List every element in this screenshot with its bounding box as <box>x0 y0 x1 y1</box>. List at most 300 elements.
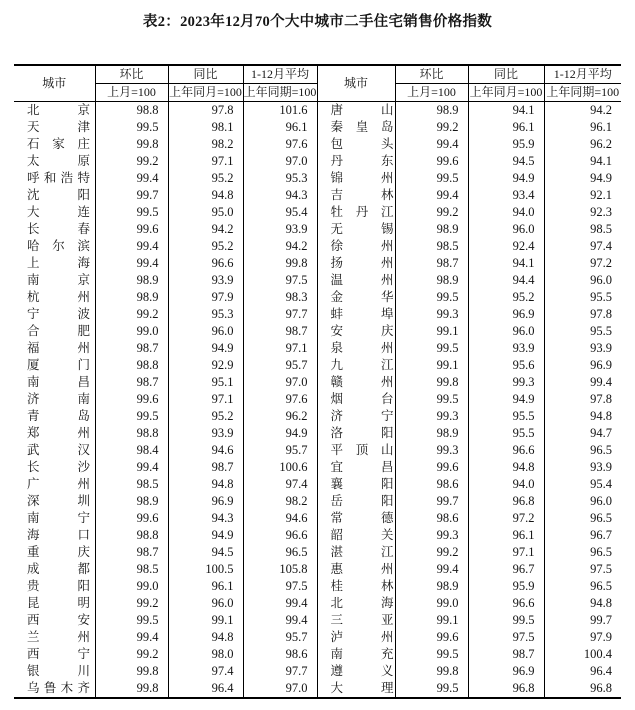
avg-value: 96.2 <box>544 136 621 153</box>
mom-value: 98.9 <box>395 102 468 120</box>
avg-value: 97.6 <box>243 391 317 408</box>
city-cell-right <box>317 544 395 561</box>
header-city-right: 城市 <box>317 65 395 102</box>
avg-value: 94.8 <box>544 595 621 612</box>
avg-value: 97.1 <box>243 340 317 357</box>
city-name: 岳阳 <box>330 494 394 508</box>
yoy-value: 96.6 <box>468 595 544 612</box>
avg-value: 96.6 <box>243 527 317 544</box>
city-name: 广州 <box>27 477 90 491</box>
yoy-value: 100.5 <box>168 561 243 578</box>
city-cell-left <box>14 136 95 153</box>
yoy-value: 95.0 <box>168 204 243 221</box>
city-cell-left <box>14 374 95 391</box>
yoy-value: 94.9 <box>468 391 544 408</box>
table-row <box>14 119 621 136</box>
table-row <box>14 204 621 221</box>
city-cell-left <box>14 272 95 289</box>
city-name: 九江 <box>330 358 394 372</box>
yoy-value: 97.8 <box>168 102 243 120</box>
avg-value: 96.9 <box>544 357 621 374</box>
city-cell-left <box>14 306 95 323</box>
avg-value: 96.0 <box>544 272 621 289</box>
mom-value: 99.2 <box>95 306 168 323</box>
city-cell-right <box>317 663 395 680</box>
city-name: 北海 <box>330 596 394 610</box>
yoy-value: 92.4 <box>468 238 544 255</box>
yoy-value: 95.2 <box>168 170 243 187</box>
yoy-value: 96.0 <box>468 221 544 238</box>
mom-value: 99.1 <box>395 323 468 340</box>
city-name: 吉林 <box>330 188 394 202</box>
yoy-value: 96.6 <box>468 442 544 459</box>
city-cell-left <box>14 221 95 238</box>
avg-value: 97.7 <box>243 663 317 680</box>
yoy-value: 97.2 <box>468 510 544 527</box>
city-name: 唐山 <box>330 103 394 117</box>
city-name: 南充 <box>330 647 394 661</box>
yoy-value: 94.4 <box>468 272 544 289</box>
mom-value: 99.5 <box>395 680 468 698</box>
yoy-value: 97.9 <box>168 289 243 306</box>
city-cell-right <box>317 153 395 170</box>
yoy-value: 94.2 <box>168 221 243 238</box>
city-cell-right <box>317 493 395 510</box>
city-name: 成都 <box>27 562 90 576</box>
city-name: 包头 <box>330 137 394 151</box>
header-avg-right: 1-12月平均 <box>544 65 621 84</box>
yoy-value: 94.9 <box>468 170 544 187</box>
avg-value: 98.2 <box>243 493 317 510</box>
mom-value: 98.9 <box>95 493 168 510</box>
yoy-value: 93.9 <box>168 425 243 442</box>
city-cell-right <box>317 221 395 238</box>
mom-value: 98.5 <box>95 476 168 493</box>
avg-value: 93.9 <box>544 340 621 357</box>
yoy-value: 96.4 <box>168 680 243 698</box>
city-cell-right <box>317 374 395 391</box>
city-cell-right <box>317 391 395 408</box>
avg-value: 92.3 <box>544 204 621 221</box>
header-avg-base-right: 上年同期=100 <box>544 84 621 102</box>
city-name: 南宁 <box>27 511 90 525</box>
avg-value: 99.4 <box>544 374 621 391</box>
city-cell-left <box>14 187 95 204</box>
avg-value: 94.8 <box>544 408 621 425</box>
mom-value: 99.2 <box>395 204 468 221</box>
city-name: 常德 <box>330 511 394 525</box>
avg-value: 99.8 <box>243 255 317 272</box>
table-row <box>14 425 621 442</box>
mom-value: 98.7 <box>95 374 168 391</box>
city-cell-left <box>14 255 95 272</box>
city-name: 无锡 <box>330 222 394 236</box>
mom-value: 98.9 <box>395 272 468 289</box>
yoy-value: 97.1 <box>168 391 243 408</box>
avg-value: 96.5 <box>544 510 621 527</box>
avg-value: 94.3 <box>243 187 317 204</box>
table-row <box>14 544 621 561</box>
city-cell-right <box>317 476 395 493</box>
city-name: 海口 <box>27 528 90 542</box>
city-name: 厦门 <box>27 358 90 372</box>
avg-value: 94.2 <box>544 102 621 120</box>
avg-value: 96.5 <box>544 442 621 459</box>
avg-value: 94.2 <box>243 238 317 255</box>
avg-value: 99.7 <box>544 612 621 629</box>
mom-value: 99.4 <box>95 170 168 187</box>
city-cell-left <box>14 238 95 255</box>
mom-value: 99.4 <box>95 238 168 255</box>
table-row <box>14 323 621 340</box>
mom-value: 99.5 <box>95 612 168 629</box>
yoy-value: 95.1 <box>168 374 243 391</box>
mom-value: 99.6 <box>395 153 468 170</box>
mom-value: 98.9 <box>95 272 168 289</box>
avg-value: 95.5 <box>544 289 621 306</box>
city-name: 济宁 <box>330 409 394 423</box>
yoy-value: 98.7 <box>468 646 544 663</box>
city-cell-right <box>317 357 395 374</box>
mom-value: 99.4 <box>95 255 168 272</box>
table-row <box>14 374 621 391</box>
mom-value: 99.5 <box>395 391 468 408</box>
city-name: 宁波 <box>27 307 90 321</box>
avg-value: 98.6 <box>243 646 317 663</box>
avg-value: 98.3 <box>243 289 317 306</box>
mom-value: 99.6 <box>95 391 168 408</box>
city-cell-right <box>317 272 395 289</box>
city-cell-left <box>14 646 95 663</box>
city-name: 重庆 <box>27 545 90 559</box>
avg-value: 93.9 <box>243 221 317 238</box>
city-cell-right <box>317 527 395 544</box>
header-yoy-left: 同比 <box>168 65 243 84</box>
avg-value: 96.5 <box>544 544 621 561</box>
city-cell-right <box>317 102 395 120</box>
city-cell-left <box>14 544 95 561</box>
yoy-value: 95.3 <box>168 306 243 323</box>
mom-value: 98.9 <box>95 289 168 306</box>
yoy-value: 94.8 <box>168 476 243 493</box>
city-name: 牡丹江 <box>330 205 394 219</box>
city-name: 烟台 <box>330 392 394 406</box>
city-name: 长春 <box>27 222 90 236</box>
table-row <box>14 170 621 187</box>
city-cell-right <box>317 425 395 442</box>
city-name: 天津 <box>27 120 90 134</box>
table-row <box>14 680 621 698</box>
yoy-value: 98.2 <box>168 136 243 153</box>
avg-value: 97.7 <box>243 306 317 323</box>
city-cell-right <box>317 204 395 221</box>
city-name: 泉州 <box>330 341 394 355</box>
mom-value: 99.7 <box>395 493 468 510</box>
avg-value: 96.5 <box>544 578 621 595</box>
city-cell-left <box>14 340 95 357</box>
table-row <box>14 663 621 680</box>
page-title: 表2：2023年12月70个大中城市二手住宅销售价格指数 <box>142 14 493 30</box>
avg-value: 94.7 <box>544 425 621 442</box>
avg-value: 94.1 <box>544 153 621 170</box>
yoy-value: 98.0 <box>168 646 243 663</box>
yoy-value: 95.5 <box>468 408 544 425</box>
table-row <box>14 238 621 255</box>
avg-value: 97.4 <box>243 476 317 493</box>
city-cell-left <box>14 459 95 476</box>
mom-value: 99.2 <box>95 153 168 170</box>
yoy-value: 96.9 <box>468 663 544 680</box>
mom-value: 98.9 <box>395 425 468 442</box>
avg-value: 96.8 <box>544 680 621 698</box>
table-row <box>14 595 621 612</box>
city-cell-right <box>317 595 395 612</box>
avg-value: 99.4 <box>243 612 317 629</box>
city-name: 郑州 <box>27 426 90 440</box>
avg-value: 98.5 <box>544 221 621 238</box>
city-name: 襄阳 <box>330 477 394 491</box>
table-row <box>14 476 621 493</box>
city-cell-left <box>14 493 95 510</box>
city-cell-left <box>14 595 95 612</box>
city-cell-left <box>14 425 95 442</box>
city-cell-left <box>14 119 95 136</box>
city-cell-left <box>14 153 95 170</box>
mom-value: 99.4 <box>395 187 468 204</box>
mom-value: 98.5 <box>395 238 468 255</box>
city-name: 呼和浩特 <box>27 171 90 185</box>
city-name: 哈尔滨 <box>27 239 90 253</box>
mom-value: 99.2 <box>95 595 168 612</box>
city-cell-left <box>14 289 95 306</box>
header-mom-base-left: 上月=100 <box>95 84 168 102</box>
yoy-value: 95.2 <box>168 238 243 255</box>
yoy-value: 98.7 <box>168 459 243 476</box>
city-name: 银川 <box>27 664 90 678</box>
avg-value: 96.1 <box>243 119 317 136</box>
mom-value: 99.1 <box>395 612 468 629</box>
avg-value: 93.9 <box>544 459 621 476</box>
city-cell-right <box>317 629 395 646</box>
mom-value: 99.5 <box>95 408 168 425</box>
table-row <box>14 510 621 527</box>
yoy-value: 92.9 <box>168 357 243 374</box>
table-row <box>14 561 621 578</box>
city-name: 西安 <box>27 613 90 627</box>
city-cell-right <box>317 255 395 272</box>
city-name: 南昌 <box>27 375 90 389</box>
yoy-value: 93.9 <box>468 340 544 357</box>
city-cell-right <box>317 561 395 578</box>
table-row <box>14 102 621 120</box>
yoy-value: 97.1 <box>168 153 243 170</box>
table-row <box>14 442 621 459</box>
city-cell-left <box>14 391 95 408</box>
mom-value: 99.2 <box>95 646 168 663</box>
city-cell-left <box>14 357 95 374</box>
city-cell-left <box>14 442 95 459</box>
table-row <box>14 612 621 629</box>
city-name: 扬州 <box>330 256 394 270</box>
yoy-value: 96.1 <box>468 527 544 544</box>
mom-value: 99.6 <box>395 629 468 646</box>
header-mom-base-right: 上月=100 <box>395 84 468 102</box>
yoy-value: 96.1 <box>468 119 544 136</box>
city-cell-left <box>14 680 95 698</box>
avg-value: 98.7 <box>243 323 317 340</box>
mom-value: 99.4 <box>395 136 468 153</box>
yoy-value: 96.8 <box>468 493 544 510</box>
table-row <box>14 408 621 425</box>
table-row <box>14 187 621 204</box>
table-row <box>14 272 621 289</box>
avg-value: 97.5 <box>243 272 317 289</box>
header-yoy-base-right: 上年同月=100 <box>468 84 544 102</box>
city-name: 昆明 <box>27 596 90 610</box>
mom-value: 98.7 <box>95 544 168 561</box>
avg-value: 95.7 <box>243 442 317 459</box>
mom-value: 99.8 <box>395 663 468 680</box>
avg-value: 99.4 <box>243 595 317 612</box>
city-cell-right <box>317 459 395 476</box>
city-name: 秦皇岛 <box>330 120 394 134</box>
mom-value: 99.6 <box>95 221 168 238</box>
mom-value: 98.9 <box>395 221 468 238</box>
mom-value: 99.5 <box>395 289 468 306</box>
city-cell-right <box>317 510 395 527</box>
city-name: 西宁 <box>27 647 90 661</box>
yoy-value: 99.3 <box>468 374 544 391</box>
avg-value: 100.6 <box>243 459 317 476</box>
mom-value: 99.0 <box>95 323 168 340</box>
header-avg-left: 1-12月平均 <box>243 65 317 84</box>
city-name: 徐州 <box>330 239 394 253</box>
city-name: 合肥 <box>27 324 90 338</box>
city-name: 石家庄 <box>27 137 90 151</box>
header-mom-left: 环比 <box>95 65 168 84</box>
city-name: 金华 <box>330 290 394 304</box>
city-name: 三亚 <box>330 613 394 627</box>
city-cell-right <box>317 289 395 306</box>
yoy-value: 94.9 <box>168 527 243 544</box>
avg-value: 97.4 <box>544 238 621 255</box>
table-row <box>14 459 621 476</box>
avg-value: 97.0 <box>243 153 317 170</box>
mom-value: 99.6 <box>395 459 468 476</box>
avg-value: 94.9 <box>544 170 621 187</box>
city-cell-left <box>14 102 95 120</box>
mom-value: 99.3 <box>395 306 468 323</box>
city-cell-left <box>14 408 95 425</box>
city-name: 遵义 <box>330 664 394 678</box>
mom-value: 98.8 <box>95 527 168 544</box>
mom-value: 99.5 <box>395 170 468 187</box>
mom-value: 99.5 <box>395 646 468 663</box>
yoy-value: 94.3 <box>168 510 243 527</box>
avg-value: 95.3 <box>243 170 317 187</box>
table-row <box>14 340 621 357</box>
table-row <box>14 493 621 510</box>
yoy-value: 94.5 <box>168 544 243 561</box>
header-yoy-right: 同比 <box>468 65 544 84</box>
price-index-table <box>14 64 621 699</box>
avg-value: 96.1 <box>544 119 621 136</box>
avg-value: 94.9 <box>243 425 317 442</box>
yoy-value: 93.9 <box>168 272 243 289</box>
yoy-value: 95.2 <box>168 408 243 425</box>
mom-value: 98.5 <box>95 561 168 578</box>
mom-value: 99.2 <box>395 544 468 561</box>
yoy-value: 97.4 <box>168 663 243 680</box>
yoy-value: 96.0 <box>168 595 243 612</box>
city-name: 长沙 <box>27 460 90 474</box>
city-name: 赣州 <box>330 375 394 389</box>
table-row <box>14 255 621 272</box>
table-row <box>14 578 621 595</box>
header-city-left: 城市 <box>14 65 95 102</box>
city-cell-right <box>317 578 395 595</box>
city-name: 韶关 <box>330 528 394 542</box>
city-cell-left <box>14 629 95 646</box>
avg-value: 97.2 <box>544 255 621 272</box>
table-row <box>14 391 621 408</box>
city-name: 北京 <box>27 103 90 117</box>
city-name: 太原 <box>27 154 90 168</box>
city-cell-right <box>317 187 395 204</box>
city-cell-right <box>317 323 395 340</box>
table-row <box>14 221 621 238</box>
city-cell-left <box>14 663 95 680</box>
avg-value: 97.5 <box>544 561 621 578</box>
mom-value: 98.7 <box>95 340 168 357</box>
yoy-value: 96.6 <box>168 255 243 272</box>
city-name: 丹东 <box>330 154 394 168</box>
mom-value: 99.8 <box>95 136 168 153</box>
mom-value: 98.7 <box>395 255 468 272</box>
city-cell-right <box>317 170 395 187</box>
city-name: 锦州 <box>330 171 394 185</box>
mom-value: 99.5 <box>95 204 168 221</box>
avg-value: 97.8 <box>544 391 621 408</box>
city-name: 宜昌 <box>330 460 394 474</box>
mom-value: 99.4 <box>95 629 168 646</box>
avg-value: 92.1 <box>544 187 621 204</box>
city-name: 深圳 <box>27 494 90 508</box>
city-name: 桂林 <box>330 579 394 593</box>
city-name: 大连 <box>27 205 90 219</box>
city-name: 惠州 <box>330 562 394 576</box>
table-header <box>14 65 621 102</box>
city-cell-right <box>317 136 395 153</box>
mom-value: 99.5 <box>95 119 168 136</box>
avg-value: 95.5 <box>544 323 621 340</box>
mom-value: 99.1 <box>395 357 468 374</box>
city-name: 安庆 <box>330 324 394 338</box>
city-name: 平顶山 <box>330 443 394 457</box>
city-cell-right <box>317 238 395 255</box>
yoy-value: 96.9 <box>168 493 243 510</box>
city-name: 洛阳 <box>330 426 394 440</box>
yoy-value: 99.5 <box>468 612 544 629</box>
yoy-value: 97.5 <box>468 629 544 646</box>
yoy-value: 96.9 <box>468 306 544 323</box>
city-name: 兰州 <box>27 630 90 644</box>
table-body <box>14 102 621 699</box>
city-name: 大理 <box>330 681 394 695</box>
mom-value: 99.6 <box>95 510 168 527</box>
city-cell-left <box>14 476 95 493</box>
city-cell-left <box>14 323 95 340</box>
